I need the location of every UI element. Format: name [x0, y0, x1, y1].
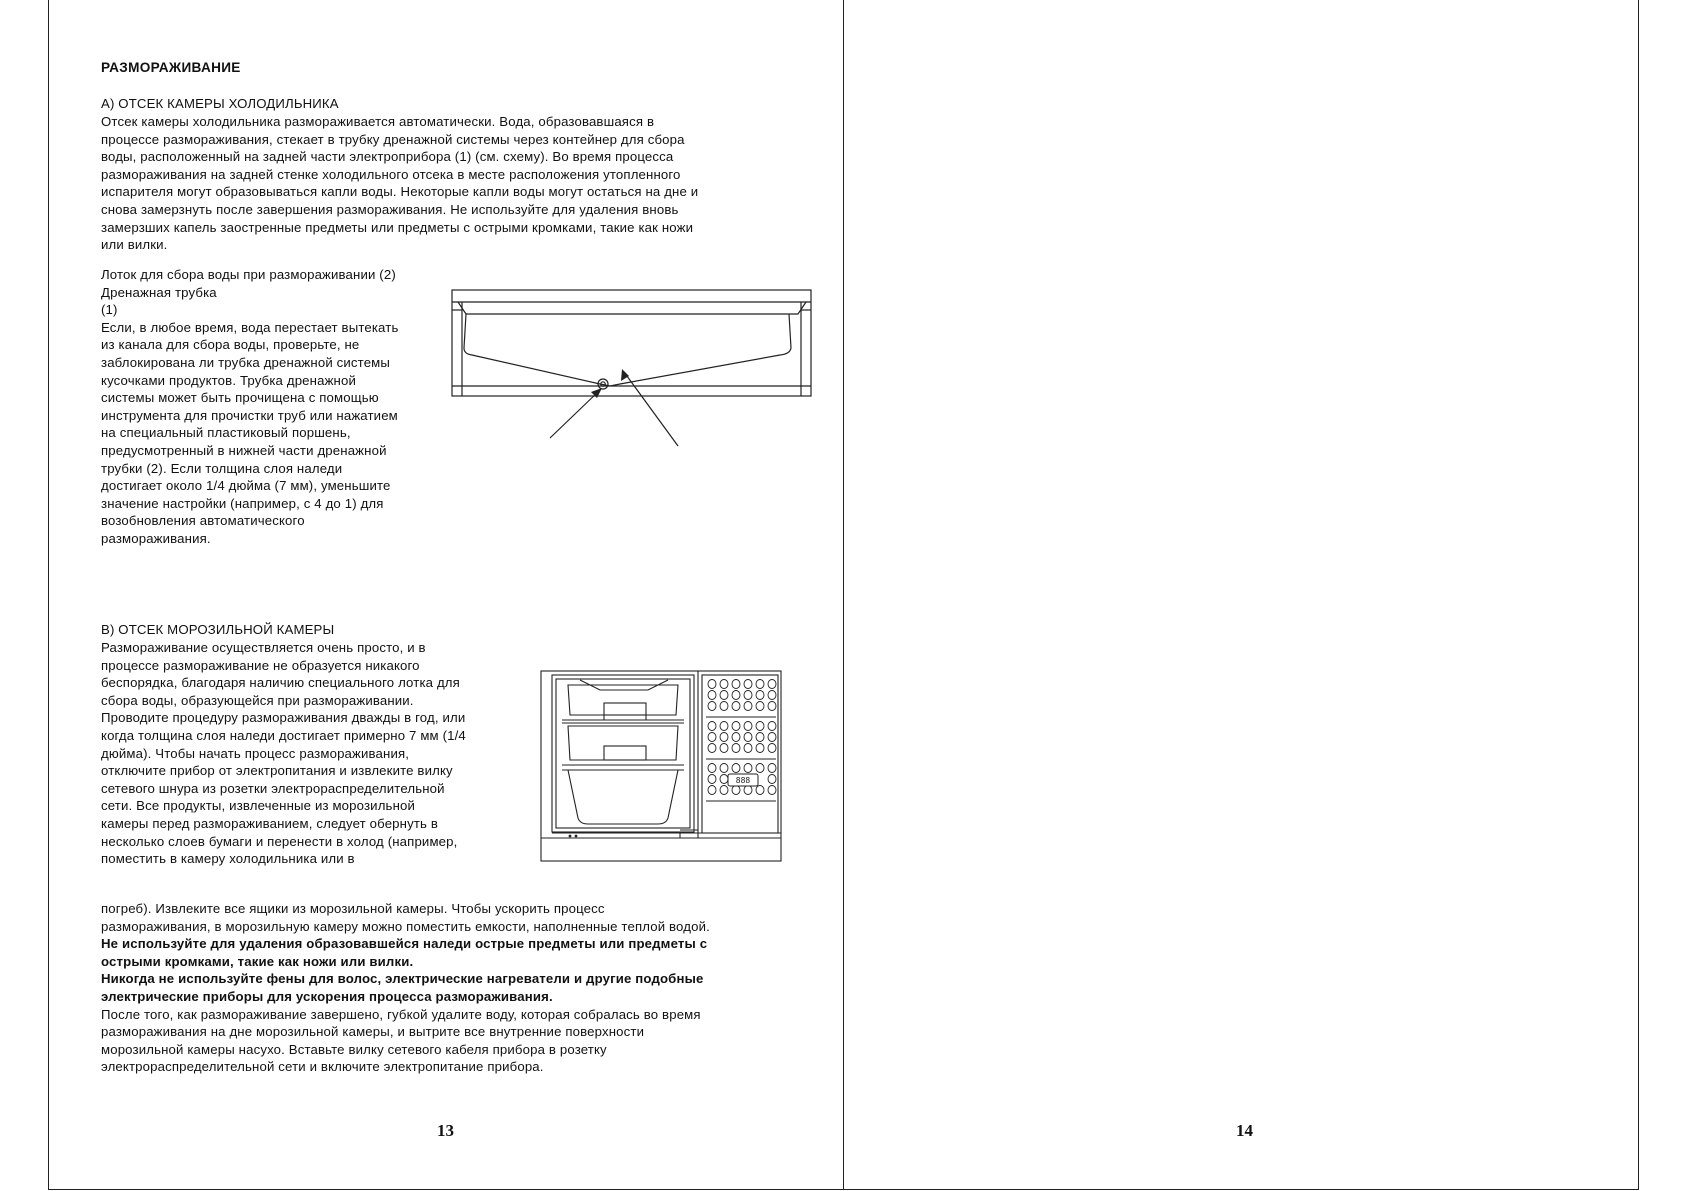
text-line: инструмента для прочистки труб или нажатием	[101, 407, 398, 423]
door-shelf-dot	[732, 691, 740, 700]
door-shelf-dot	[720, 702, 728, 711]
arrow-line-1	[550, 390, 600, 438]
text-line: процессе размораживание не образуется никакого	[101, 657, 420, 673]
door-shelf-dot	[744, 786, 752, 795]
text-line: Отсек камеры холодильника размораживается автоматически. Вода, образовавшаяся в	[101, 114, 655, 129]
control-panel-display	[728, 774, 758, 786]
text-line: Лоток для сбора воды при размораживании (2)	[101, 267, 396, 282]
text-line: когда толщина слоя наледи достигает примерно 7 мм (1/4	[101, 727, 466, 743]
door-shelf-dot	[732, 744, 740, 753]
door-shelf-dot	[768, 775, 776, 784]
text-line: Проводите процедуру размораживания дважды в год, или	[101, 710, 466, 726]
text-line: несколько слоев бумаги и перенести в холод (например,	[101, 833, 458, 849]
section-a-side-text	[101, 266, 398, 548]
door-shelf-dot	[720, 764, 728, 773]
door-shelf-dot	[732, 764, 740, 773]
warning-line: Никогда не используйте фены для волос, электрические нагреватели и другие подобные	[101, 971, 704, 987]
drain-tray-lip	[458, 302, 806, 314]
door-shelf-dot	[732, 733, 740, 742]
text-line: воды, расположенный на задней части электроприбора (1) (см. схему). Во время процесса	[101, 149, 674, 165]
door-shelf-dot	[732, 722, 740, 731]
door-shelf-dot	[756, 702, 764, 711]
door-shelf-dot	[756, 744, 764, 753]
door-shelf-dot	[756, 680, 764, 689]
text-line: достигает около 1/4 дюйма (7 мм), уменьшите	[101, 478, 391, 494]
text-line: из канала для сбора воды, проверьте, не	[101, 337, 360, 353]
door-shelf-dot	[708, 702, 716, 711]
door-shelf-dot	[720, 786, 728, 795]
door-shelf-dot	[744, 680, 752, 689]
door-shelf-dot	[708, 691, 716, 700]
text-line: Размораживание осуществляется очень просто, и в	[101, 640, 426, 655]
door-shelf-dot	[756, 786, 764, 795]
arrowhead-2	[621, 369, 629, 381]
freezer-drawer-2	[568, 726, 678, 760]
drain-tray-outer-frame	[452, 290, 811, 396]
door-shelf-dot	[756, 691, 764, 700]
text-line: (1)	[101, 302, 118, 318]
text-line: процессе размораживания, стекает в трубку дренажной системы через контейнер для сбора	[101, 131, 685, 147]
section-b-heading: В) ОТСЕК МОРОЗИЛЬНОЙ КАМЕРЫ	[101, 622, 335, 637]
door-shelf-dot	[768, 702, 776, 711]
door-shelf-dot	[768, 722, 776, 731]
door-shelf-dot	[708, 786, 716, 795]
page-title: РАЗМОРАЖИВАНИЕ	[101, 60, 241, 75]
door-shelf-dot	[768, 744, 776, 753]
door-shelf-dot	[708, 733, 716, 742]
door-shelf-dot	[708, 744, 716, 753]
warning-line: электрические приборы для ускорения процесса размораживания.	[101, 988, 553, 1004]
text-line: или вилки.	[101, 237, 168, 253]
door-shelf-dot	[720, 722, 728, 731]
text-line: испарителя могут образовываться капли воды. Некоторые капли воды могут остаться на дне и	[101, 184, 699, 200]
door-shelf-dot	[744, 702, 752, 711]
text-line: Если, в любое время, вода перестает вытекать	[101, 319, 399, 335]
freezer-door	[702, 675, 778, 833]
section-b-continuation	[101, 900, 710, 1076]
text-line: электрораспределительной сети и включите электропитание прибора.	[101, 1059, 544, 1075]
page-number-left: 13	[437, 1121, 454, 1140]
text-line: отключите прибор от электропитания и извлеките вилку	[101, 763, 453, 779]
door-shelf-dot	[744, 764, 752, 773]
text-line: сети. Все продукты, извлеченные из морозильной	[101, 798, 415, 814]
text-line: беспорядка, благодаря наличию специального лотка для	[101, 675, 460, 691]
text-line: поместить в камеру холодильника или в	[101, 851, 355, 867]
section-a-paragraph	[101, 113, 698, 254]
freezer-bottom-compartment	[568, 770, 678, 824]
door-shelf-dot	[720, 775, 728, 784]
door-shelf-dot	[744, 691, 752, 700]
text-line: заблокирована ли трубка дренажной системы	[101, 354, 391, 370]
text-line: замерзших капель заостренные предметы или предметы с острыми кромками, такие как ножи	[101, 219, 694, 235]
text-line: После того, как размораживание завершено, губкой удалите воду, которая собралась во время	[101, 1006, 701, 1022]
door-shelf-dot	[720, 744, 728, 753]
text-line: дюйма). Чтобы начать процесс размораживания,	[101, 745, 410, 761]
door-shelf-dot	[744, 733, 752, 742]
page-number-right: 14	[1236, 1121, 1253, 1140]
door-shelf-dot	[720, 691, 728, 700]
text-line: предусмотренный в нижней части дренажной	[101, 442, 387, 458]
text-line: размораживания на дне морозильной камеры, и вытрите все внутренние поверхности	[101, 1024, 645, 1040]
door-shelf-dot	[744, 744, 752, 753]
door-shelf-dot	[732, 786, 740, 795]
door-shelf-dot	[756, 764, 764, 773]
text-line: значение настройки (например, с 4 до 1) для	[101, 495, 384, 511]
text-line: Дренажная трубка	[101, 284, 217, 300]
door-shelf-dot	[732, 680, 740, 689]
text-line: морозильной камеры насухо. Вставьте вилку сетевого кабеля прибора в розетку	[101, 1041, 607, 1057]
door-shelf-dot	[768, 733, 776, 742]
text-line: камеры перед размораживанием, следует обернуть в	[101, 815, 439, 831]
text-line: погреб). Извлеките все ящики из морозильной камеры. Чтобы ускорить процесс	[101, 901, 605, 916]
right-page-frame	[843, 0, 1639, 1190]
door-shelf-dot	[708, 680, 716, 689]
section-b-side-text	[101, 639, 466, 868]
text-line: снова замерзнуть после завершения размораживания. Не используйте для удаления вновь	[101, 201, 679, 217]
door-shelf-dot	[756, 722, 764, 731]
door-shelf-dot	[768, 764, 776, 773]
text-line: размораживания на задней стенке холодильного отсека в месте расположения утопленного	[101, 166, 681, 182]
section-a-heading: А) ОТСЕК КАМЕРЫ ХОЛОДИЛЬНИКА	[101, 96, 339, 111]
text-line: возобновления автоматического	[101, 513, 305, 529]
door-shelf-dot	[708, 764, 716, 773]
warning-line: Не используйте для удаления образовавшейся наледи острые предметы или предметы с	[101, 936, 708, 952]
door-shelf-dot	[768, 680, 776, 689]
drain-tray-diagram	[450, 288, 814, 450]
door-shelf-dot	[732, 702, 740, 711]
door-shelf-dot	[708, 722, 716, 731]
text-line: сбора воды, образующейся при размораживании.	[101, 692, 414, 708]
display-digits: 888	[735, 776, 751, 785]
freezer-cabinet	[552, 675, 694, 832]
arrow-line-2	[624, 372, 678, 446]
freezer-compartment-diagram	[540, 670, 782, 862]
text-line: размораживания, в морозильную камеру можно поместить емкости, наполненные теплой водой.	[101, 918, 710, 934]
text-line: сетевого шнура из розетки электрораспределительной	[101, 780, 445, 796]
door-shelf-dot	[720, 733, 728, 742]
door-shelf-dot	[768, 786, 776, 795]
text-line: системы может быть прочищена с помощью	[101, 390, 379, 406]
warning-line: острыми кромками, такие как ножи или вилки.	[101, 953, 414, 969]
door-shelf-dot	[756, 733, 764, 742]
door-shelf-dot	[708, 775, 716, 784]
text-line: на специальный пластиковый поршень,	[101, 425, 351, 441]
door-shelf-dot	[744, 722, 752, 731]
text-line: трубки (2). Если толщина слоя наледи	[101, 460, 343, 476]
text-line: кусочками продуктов. Трубка дренажной	[101, 372, 356, 388]
door-shelf-dot	[720, 680, 728, 689]
text-line: размораживания.	[101, 530, 211, 546]
door-shelf-dot	[768, 691, 776, 700]
